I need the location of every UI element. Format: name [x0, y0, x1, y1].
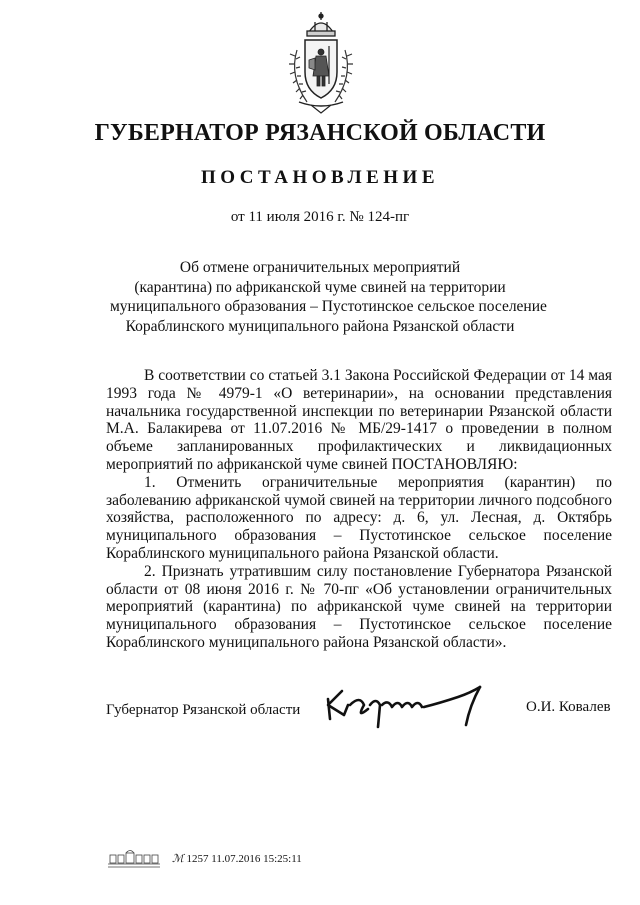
- item-1-paragraph: 1. Отменить ограничительные мероприятия (карантин) по заболеванию африканской чумой свиней на территории личного подсобного хозяйства, расположенного по адресу: д. 6, ул. Лесная, д. Октябрь муниципального образования – Пустотинское сельское поселение Кораблинского муниципального района Рязанской области.: [106, 473, 612, 562]
- preamble-paragraph: В соответствии со статьей 3.1 Закона Российской Федерации от 14 мая 1993 года № 4979-1 «О ветеринарии», на основании представления начальника государственной инспекции по ветеринарии Рязанской области М.А. Балакирева от 11.07.2016 № МБ/29-1417 о проведении в полном объеме запланированных профилактических и ликвидационных мероприятий по африканской чуме свиней ПОСТАНОВЛЯЮ:: [106, 367, 612, 473]
- item-2-paragraph: 2. Признать утратившим силу постановление Губернатора Рязанской области от 08 июня 2016 г. № 70-пг «Об установлении ограничительных мероприятий (карантина) по африканской чуме свиней на территории муниципального образования – Пустотинское сельское поселение Кораблинского муниципального района Рязанской области».: [106, 562, 612, 651]
- handwritten-signature-icon: [320, 675, 500, 735]
- subject-line: (карантина) по африканской чуме свиней на территории: [134, 278, 506, 296]
- subject-line: Об отмене ограничительных мероприятий: [179, 259, 461, 276]
- subject-line: Кораблинского муниципального района Рязанской области: [125, 317, 515, 335]
- registration-footer: [172, 852, 302, 865]
- subject-line: муниципального образования – Пустотинское сельское поселение: [110, 298, 547, 315]
- registry-mark-icon: ℳ: [172, 853, 184, 865]
- signatory-name: О.И. Ковалев: [526, 699, 611, 715]
- organization-title: ГУБЕРНАТОР РЯЗАНСКОЙ ОБЛАСТИ: [94, 120, 546, 146]
- document-date: от 11 июля 2016 г. № 124-пг: [230, 209, 410, 225]
- document-type: ПОСТАНОВЛЕНИЕ: [200, 167, 440, 188]
- signatory-position: Губернатор Рязанской области: [106, 702, 301, 718]
- registry-stamp-icon: [106, 847, 162, 869]
- registration-stamp: 1257 11.07.2016 15:25:11: [186, 853, 302, 865]
- coat-of-arms-icon: [285, 10, 357, 114]
- document-subject: [110, 258, 547, 336]
- document-body: [106, 367, 612, 652]
